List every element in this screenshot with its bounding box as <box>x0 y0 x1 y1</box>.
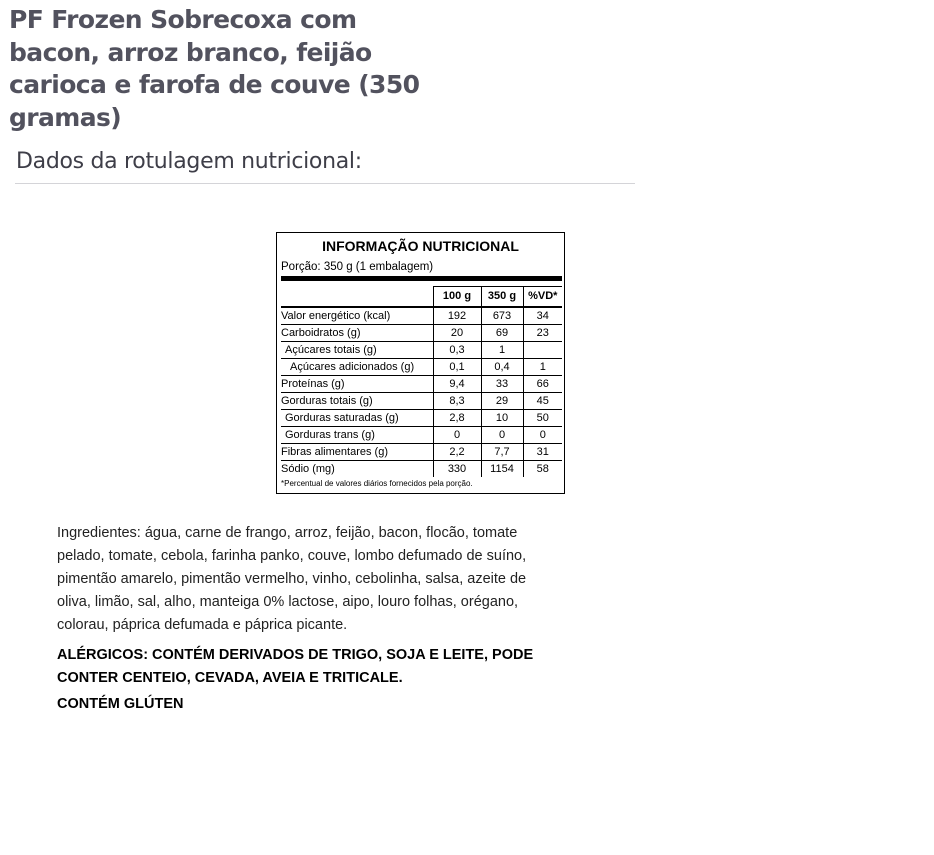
row-value-100g: 0 <box>433 427 481 444</box>
label-portion: Porção: 350 g (1 embalagem) <box>281 261 434 273</box>
nutrition-table <box>281 286 562 477</box>
row-name: Gorduras trans (g) <box>281 427 433 444</box>
row-value-100g: 0,1 <box>433 359 481 376</box>
row-value-100g: 192 <box>433 307 481 325</box>
table-row <box>281 325 562 342</box>
row-name: Gorduras saturadas (g) <box>281 410 433 427</box>
row-vd <box>523 342 562 359</box>
row-vd: 50 <box>523 410 562 427</box>
row-vd: 66 <box>523 376 562 393</box>
row-name: Proteínas (g) <box>281 376 433 393</box>
header-100g: 100 g <box>433 287 481 308</box>
row-value-100g: 2,2 <box>433 444 481 461</box>
row-vd: 31 <box>523 444 562 461</box>
header-blank <box>281 287 433 308</box>
row-value-350g: 0,4 <box>481 359 523 376</box>
table-row <box>281 342 562 359</box>
row-name: Carboidratos (g) <box>281 325 433 342</box>
row-value-350g: 10 <box>481 410 523 427</box>
row-name: Sódio (mg) <box>281 461 433 478</box>
header-350g: 350 g <box>481 287 523 308</box>
section-divider <box>15 183 635 184</box>
row-value-350g: 1154 <box>481 461 523 478</box>
table-row <box>281 393 562 410</box>
allergens-warning: ALÉRGICOS: CONTÉM DERIVADOS DE TRIGO, SOJA E LEITE, PODE CONTER CENTEIO, CEVADA, AVEIA E TRITICALE. <box>57 647 534 686</box>
gluten-warning: CONTÉM GLÚTEN <box>57 696 184 712</box>
table-row <box>281 376 562 393</box>
row-value-100g: 2,8 <box>433 410 481 427</box>
row-value-350g: 29 <box>481 393 523 410</box>
row-value-350g: 69 <box>481 325 523 342</box>
row-name: Gorduras totais (g) <box>281 393 433 410</box>
table-row <box>281 461 562 478</box>
table-row <box>281 427 562 444</box>
row-value-100g: 20 <box>433 325 481 342</box>
row-value-350g: 0 <box>481 427 523 444</box>
row-vd: 23 <box>523 325 562 342</box>
nutrition-facts-label <box>276 232 565 494</box>
table-row <box>281 444 562 461</box>
row-name: Valor energético (kcal) <box>281 307 433 325</box>
table-header-row <box>281 287 562 308</box>
row-value-100g: 0,3 <box>433 342 481 359</box>
row-vd: 0 <box>523 427 562 444</box>
row-name: Fibras alimentares (g) <box>281 444 433 461</box>
header-vd: %VD* <box>523 287 562 308</box>
row-vd: 34 <box>523 307 562 325</box>
label-thick-divider <box>281 276 562 281</box>
table-row <box>281 307 562 325</box>
row-vd: 58 <box>523 461 562 478</box>
ingredients-text: Ingredientes: água, carne de frango, arroz, feijão, bacon, flocão, tomate pelado, tomate, cebola, farinha panko, couve, lombo defumado de suíno, pimentão amarelo, pimentão vermelho, vinho, cebolinha, salsa, azeite de oliva, limão, sal, alho, manteiga 0% lactose, aipo, louro folhas, orégano, colorau, páprica defumada e páprica picante. <box>57 525 527 633</box>
row-value-350g: 33 <box>481 376 523 393</box>
row-name: Açúcares totais (g) <box>281 342 433 359</box>
row-value-100g: 9,4 <box>433 376 481 393</box>
row-vd: 1 <box>523 359 562 376</box>
row-vd: 45 <box>523 393 562 410</box>
row-value-350g: 673 <box>481 307 523 325</box>
row-value-100g: 330 <box>433 461 481 478</box>
section-subtitle: Dados da rotulagem nutricional: <box>16 149 362 174</box>
table-row <box>281 359 562 376</box>
product-title: PF Frozen Sobrecoxa com bacon, arroz branco, feijão carioca e farofa de couve (350 gramas) <box>9 5 420 132</box>
row-name: Açúcares adicionados (g) <box>281 359 433 376</box>
table-row <box>281 410 562 427</box>
row-value-350g: 1 <box>481 342 523 359</box>
label-footnote: *Percentual de valores diários fornecidos pela porção. <box>281 479 473 488</box>
row-value-100g: 8,3 <box>433 393 481 410</box>
row-value-350g: 7,7 <box>481 444 523 461</box>
label-title: INFORMAÇÃO NUTRICIONAL <box>322 238 519 254</box>
